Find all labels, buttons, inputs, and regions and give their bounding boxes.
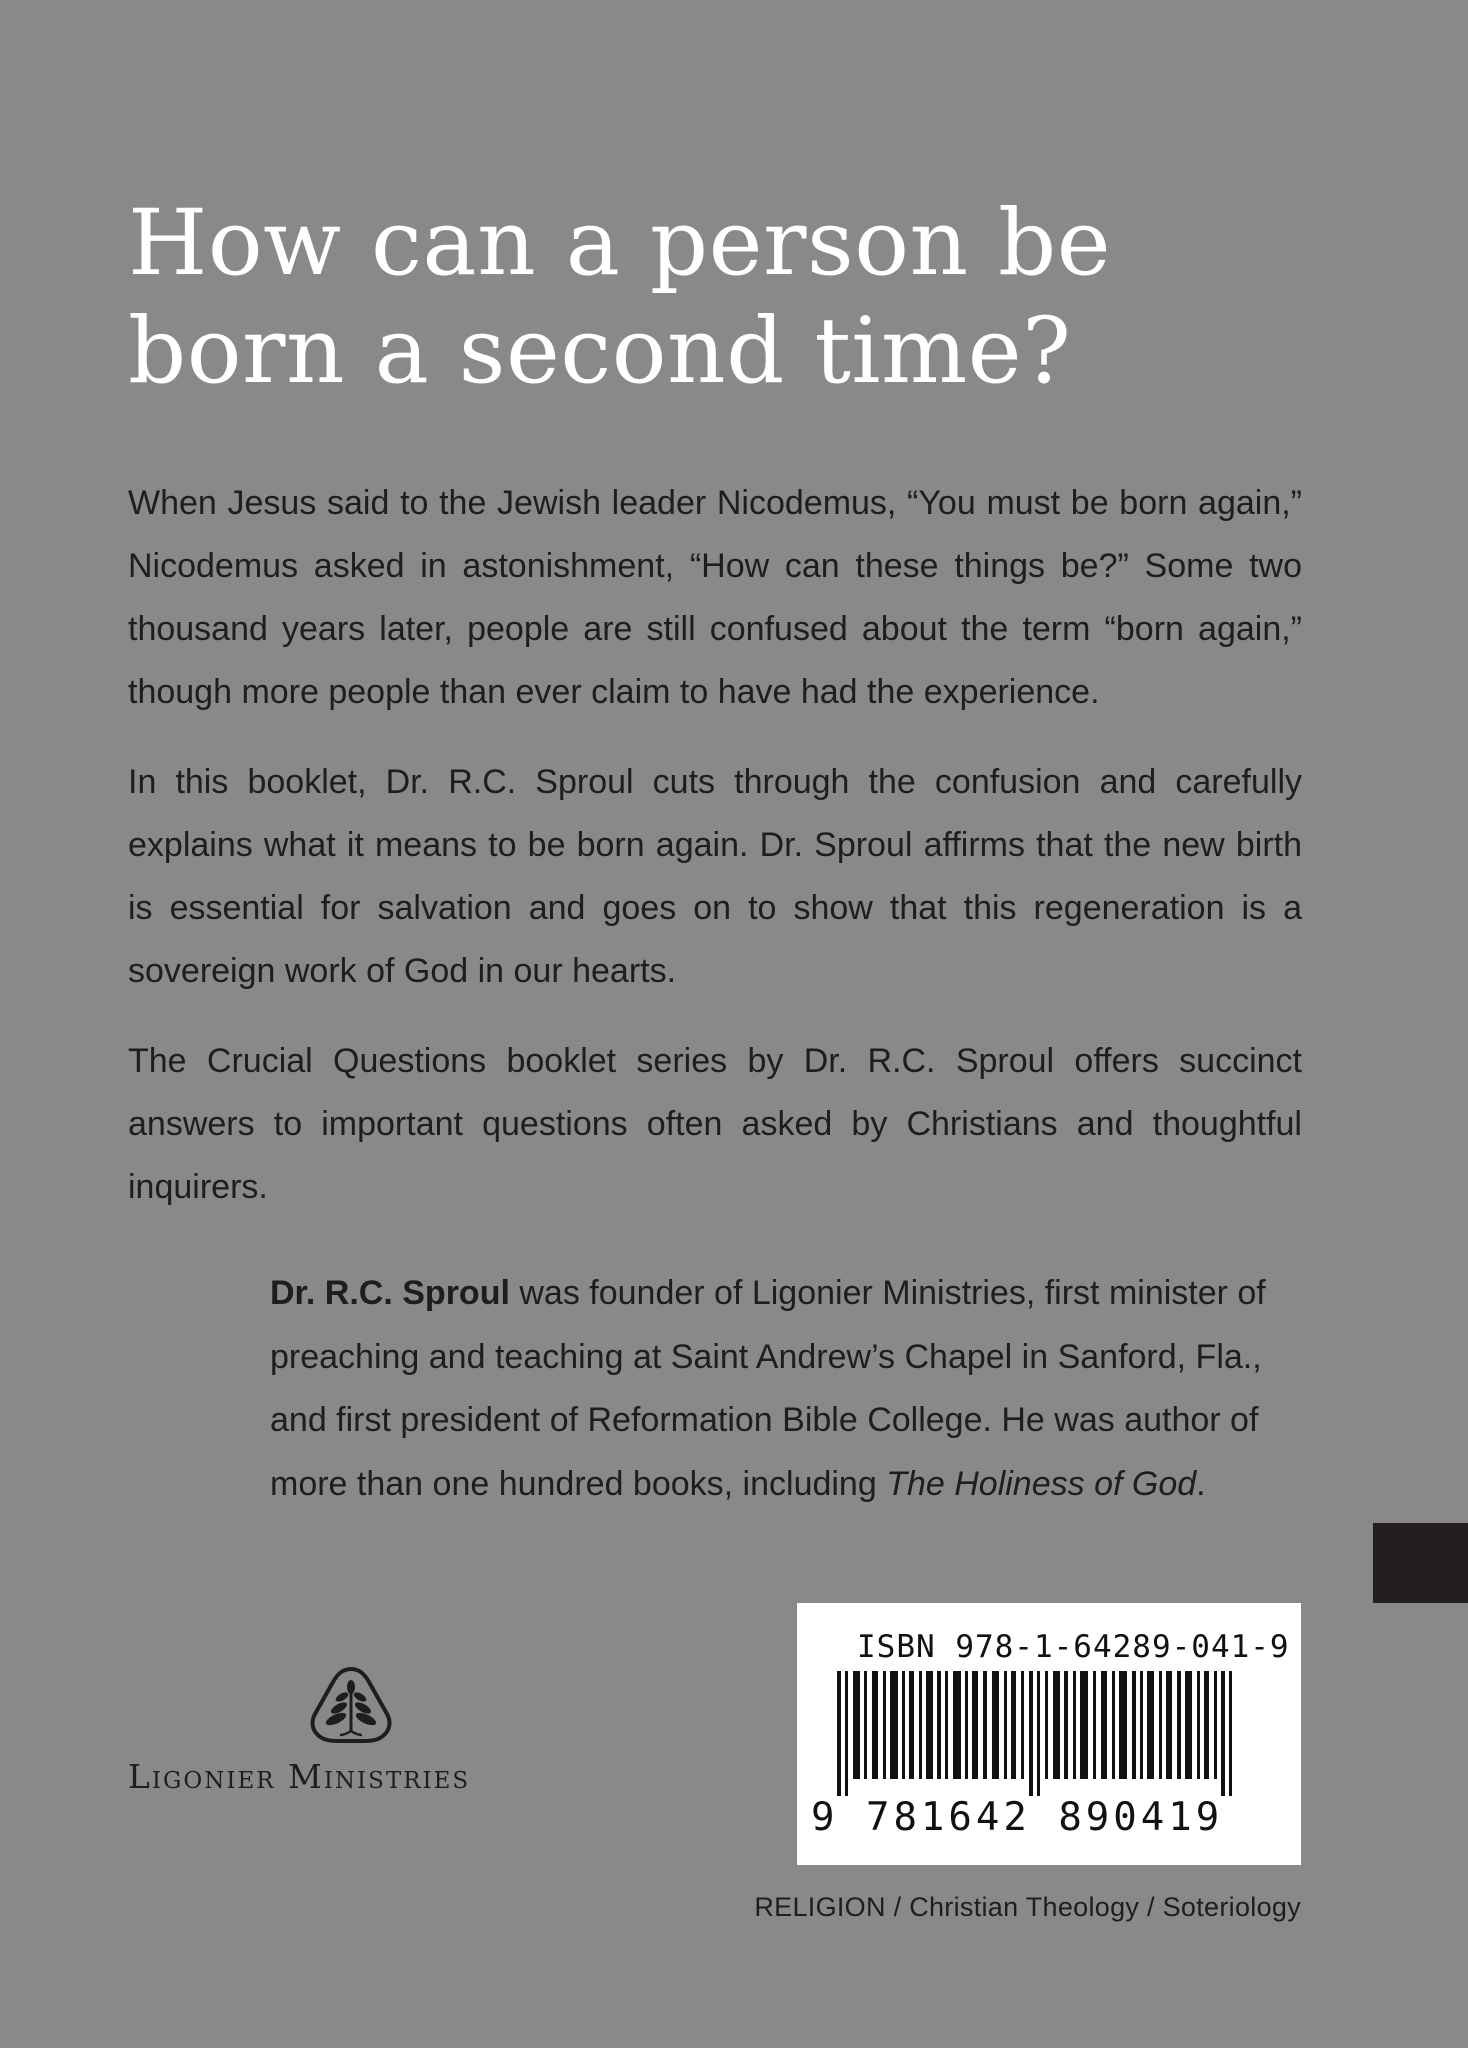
ligonier-tree-emblem-icon bbox=[306, 1665, 396, 1745]
category-label: RELIGION / Christian Theology / Soteriology bbox=[754, 1892, 1301, 1922]
author-name: Dr. R.C. Sproul bbox=[270, 1274, 510, 1312]
description-paragraph-2: In this booklet, Dr. R.C. Sproul cuts through the confusion and carefully explains what it means to be born again. Dr. Sproul affirms that the new birth is essential for salvation and goes on to show that this regeneration is a sovereign work of God in our hearts. bbox=[128, 763, 1302, 990]
headline-line-1: How can a person be bbox=[128, 191, 1112, 296]
author-bio-text: was founder of Ligonier Ministries, first minister of preaching and teaching at Saint Andrew’s Chapel in Sanford, Fla., and first president of Reformation Bible College. He was author of more than one hundred books, including bbox=[270, 1274, 1266, 1503]
author-bio bbox=[270, 1262, 1302, 1516]
edge-tab-mark bbox=[1373, 1523, 1468, 1603]
description bbox=[128, 472, 1302, 1246]
publisher-logo bbox=[128, 1665, 588, 1805]
barcode-icon bbox=[817, 1671, 1287, 1796]
headline-line-2: born a second time? bbox=[128, 299, 1072, 404]
publisher-name: Ligonier Ministries bbox=[128, 1757, 471, 1796]
book-title: The Holiness of God bbox=[886, 1464, 1197, 1503]
description-paragraph-3: The Crucial Questions booklet series by Dr. R.C. Sproul offers succinct answers to important questions often asked by Christians and thoughtful inquirers. bbox=[128, 1042, 1302, 1206]
barcode-digits: 9 781642 890419 bbox=[811, 1795, 1224, 1840]
author-bio-end: . bbox=[1196, 1464, 1206, 1503]
description-paragraph-1: When Jesus said to the Jewish leader Nicodemus, “You must be born again,” Nicodemus asked in astonishment, “How can these things be?” Some two thousand years later, people are still confused about the term “born again,” though more people than ever claim to have had the experience. bbox=[128, 484, 1302, 711]
headline bbox=[128, 190, 1228, 406]
isbn-label: ISBN 978-1-64289-041-9 bbox=[857, 1629, 1290, 1665]
barcode-box bbox=[797, 1603, 1301, 1865]
